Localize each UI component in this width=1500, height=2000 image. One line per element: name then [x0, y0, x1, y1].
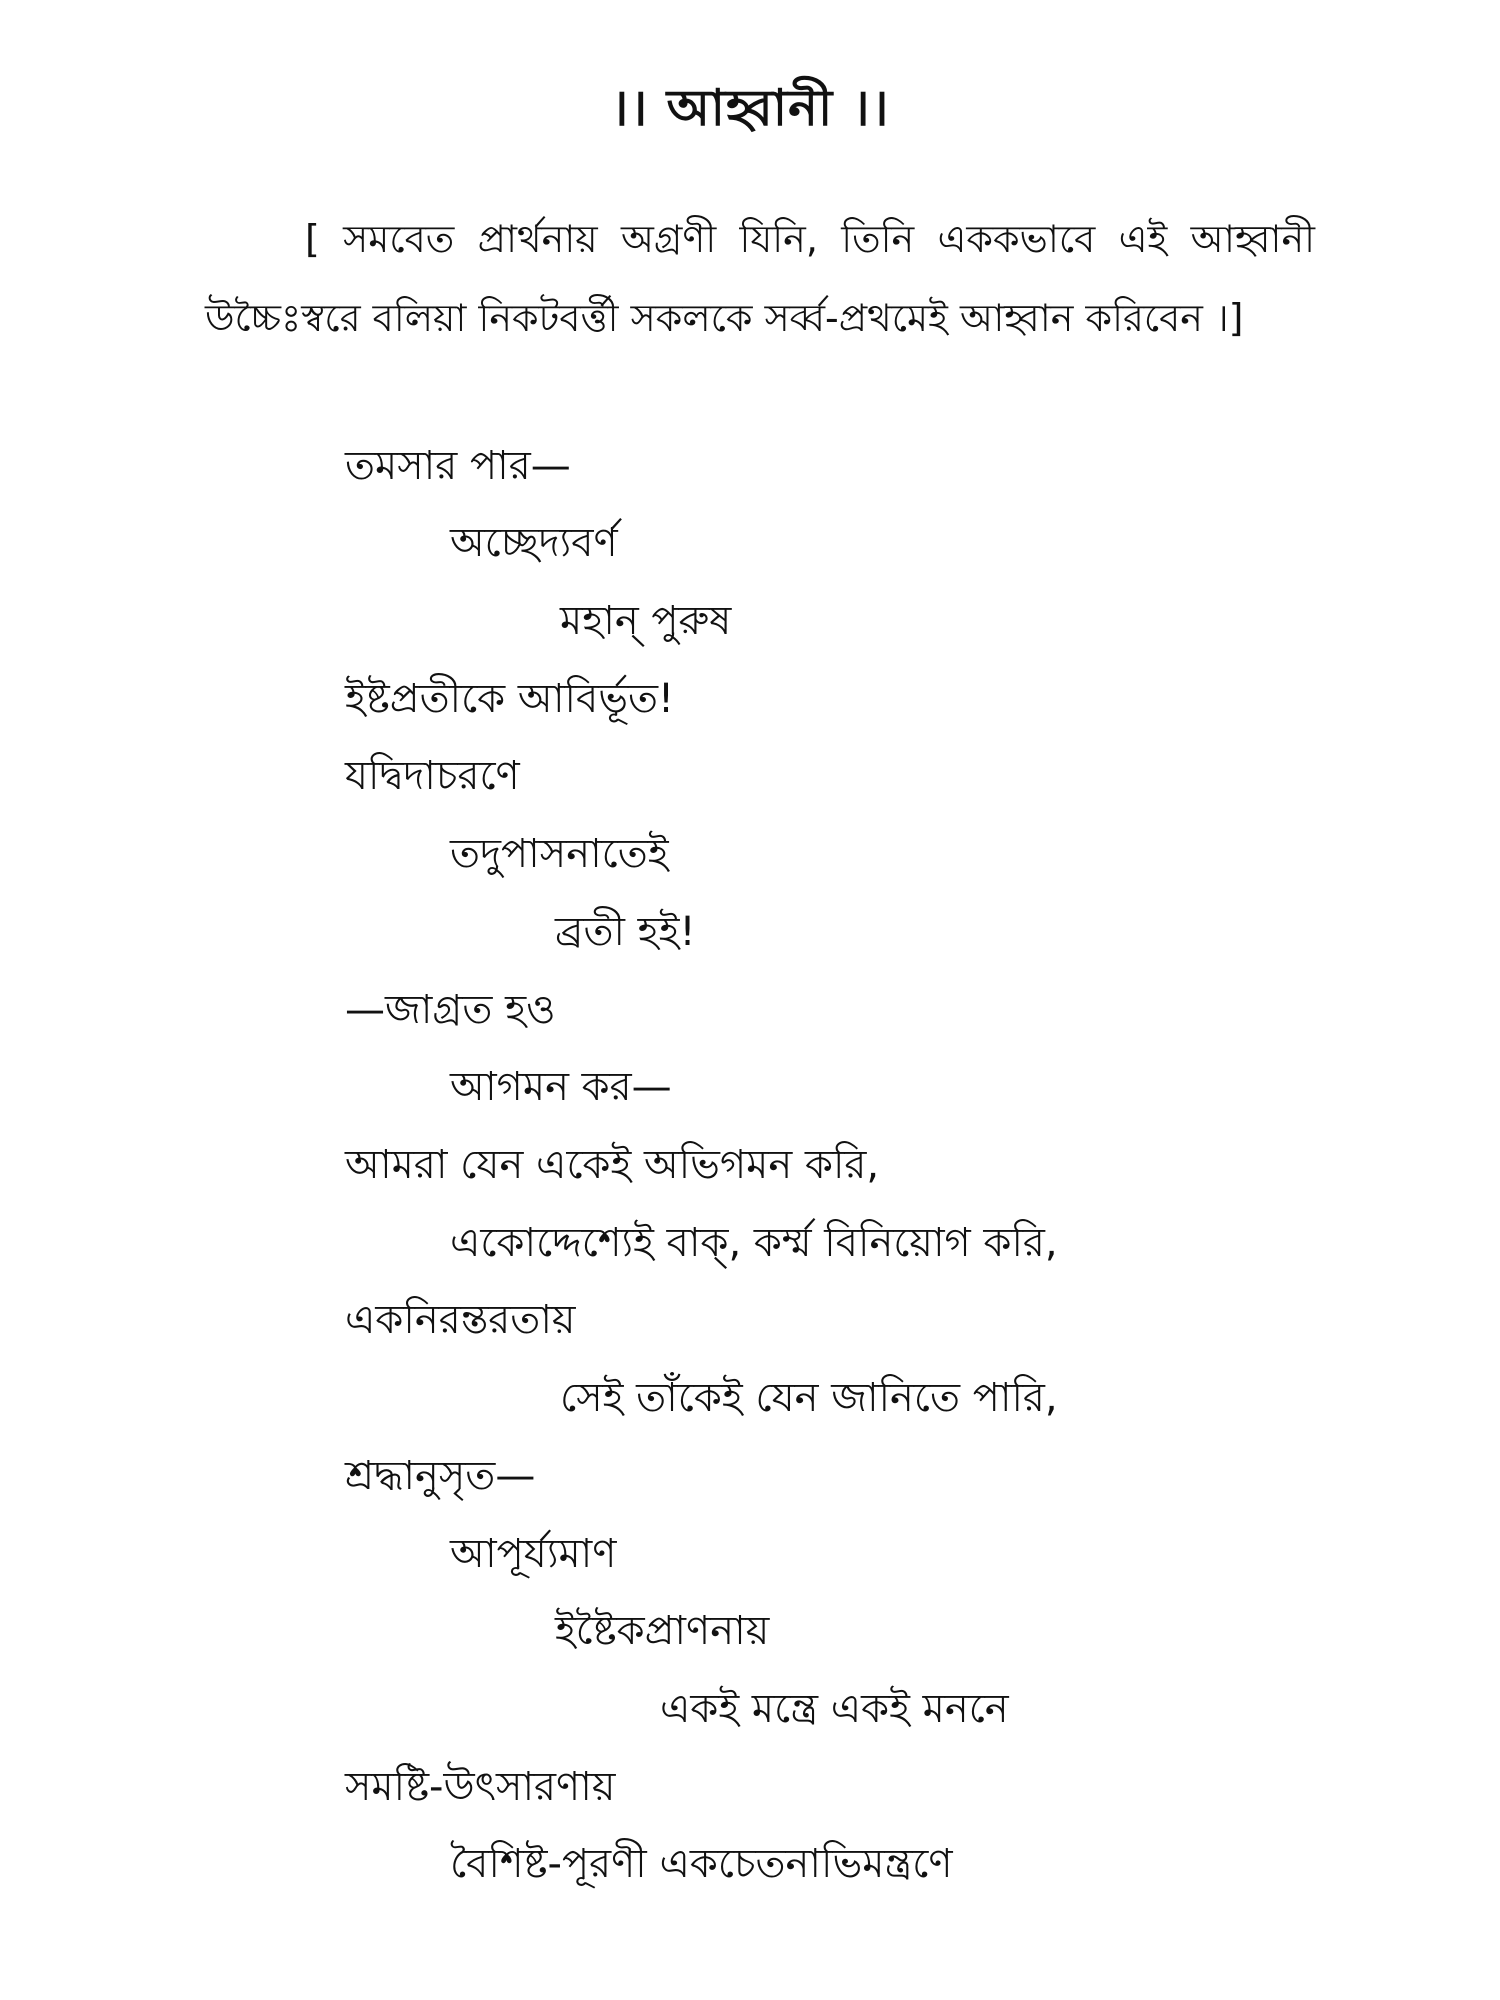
verse-line: আপূর্য্যমাণ — [450, 1531, 617, 1577]
page-title: ।। আহ্বানী ।। — [610, 79, 890, 137]
verse-line: মহান্ পুরুষ — [560, 598, 732, 644]
verse-line: একই মন্ত্রে একই মননে — [660, 1686, 1009, 1732]
verse-line: আগমন কর— — [450, 1064, 672, 1110]
verse-line: সেই তাঁকেই যেন জানিতে পারি, — [560, 1375, 1058, 1421]
verse-line: সমষ্টি-উৎসারণায় — [345, 1764, 616, 1810]
verse-line: একনিরন্তরতায় — [345, 1297, 576, 1343]
verse-line: তমসার পার— — [345, 443, 571, 489]
verse-line: —জাগ্রত হও — [345, 987, 556, 1033]
verse-line: ব্রতী হই! — [555, 909, 696, 955]
verse-line: যদ্বিদাচরণে — [345, 753, 520, 799]
verse-line: ইষ্টপ্রতীকে আবির্ভূত! — [345, 676, 675, 722]
verse-line: ইষ্টৈকপ্রাণনায় — [555, 1608, 770, 1654]
verse-line: আমরা যেন একেই অভিগমন করি, — [345, 1142, 880, 1188]
verse-line: শ্রদ্ধানুসৃত— — [345, 1453, 536, 1499]
verse-line: একোদ্দেশ্যেই বাক্, কর্ম্ম বিনিয়োগ করি, — [450, 1220, 1058, 1266]
verse-line: অচ্ছেদ্যবর্ণ — [450, 520, 618, 566]
verse-line: বৈশিষ্ট-পূরণী একচেতনাভিমন্ত্রণে — [450, 1841, 953, 1887]
instruction-paragraph: [ সমবেত প্রার্থনায় অগ্রণী যিনি, তিনি এককভাবে এই আহ্বানী উচ্চৈঃস্বরে বলিয়া নিকটবর্ত্তী সকলকে সর্ব্ব-প্রথমেই আহ্বান করিবেন ।] — [205, 217, 1315, 340]
verse-line: তদুপাসনাতেই — [450, 831, 669, 877]
